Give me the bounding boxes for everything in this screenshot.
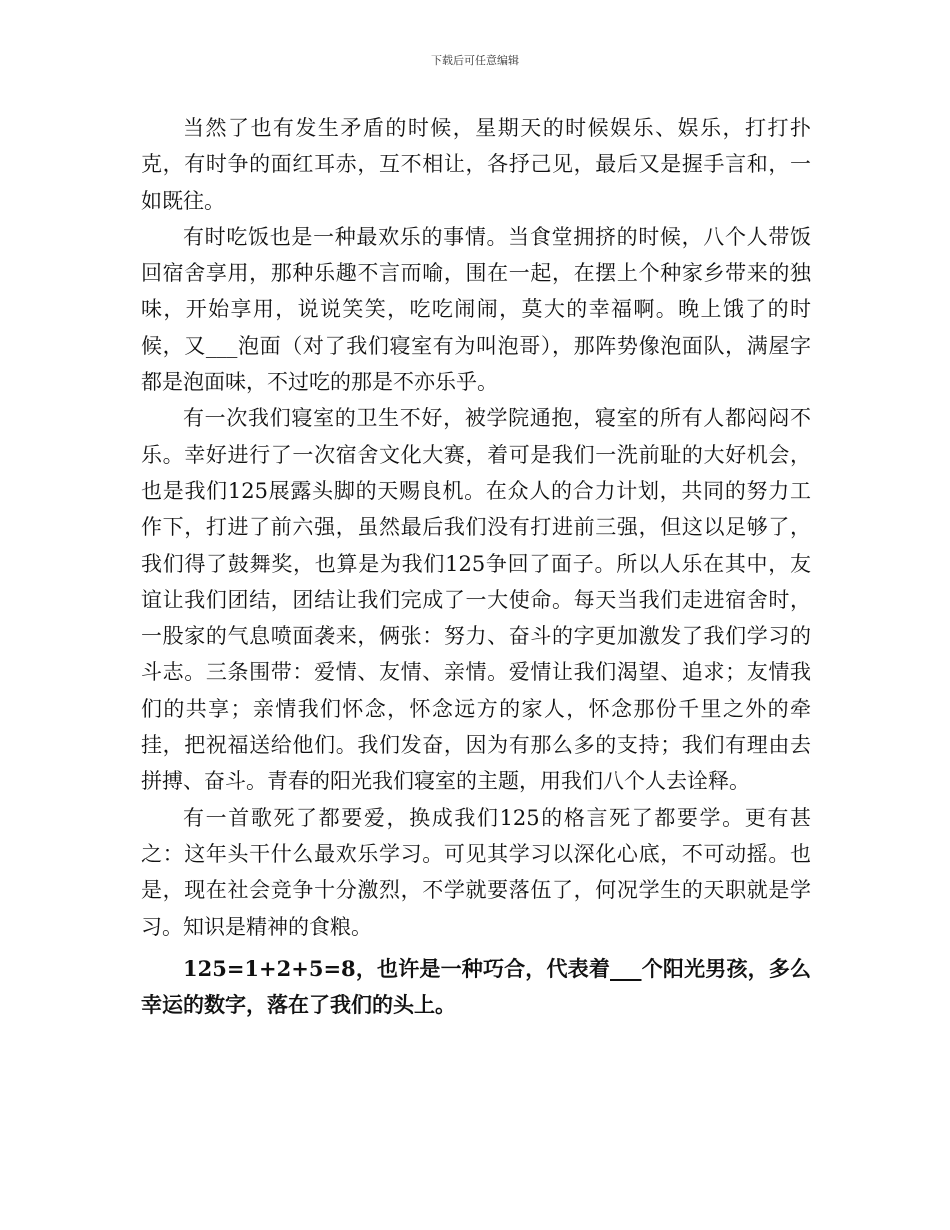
paragraph-5-bold: 125=1+2+5=8，也许是一种巧合，代表着___个阳光男孩，多么幸运的数字，落在了我们的头上。 xyxy=(141,955,811,1018)
paragraph-2: 有时吃饭也是一种最欢乐的事情。当食堂拥挤的时候，八个人带饭回宿舍享用，那种乐趣不言而喻，围在一起，在摆上个种家乡带来的独味，开始享用，说说笑笑，吃吃闹闹，莫大的幸福啊。晚上饿了的时候，又___泡面（对了我们寝室有为叫泡哥），那阵势像泡面队，满屋字都是泡面味，不过吃的那是不亦乐乎。 xyxy=(141,224,811,395)
document-body xyxy=(141,110,811,1023)
paragraph-4: 有一首歌死了都要爱，换成我们125的格言死了都要学。更有甚之：这年头干什么最欢乐学习。可见其学习以深化心底，不可动摇。也是，现在社会竞争十分激烈，不学就要落伍了，何况学生的天职就是学习。知识是精神的食粮。 xyxy=(141,805,811,939)
paragraph-3: 有一次我们寝室的卫生不好，被学院通抱，寝室的所有人都闷闷不乐。幸好进行了一次宿舍文化大赛，着可是我们一洗前耻的大好机会，也是我们125展露头脚的天赐良机。在众人的合力计划，共同的努力工作下，打进了前六强，虽然最后我们没有打进前三强，但这以足够了，我们得了鼓舞奖，也算是为我们125争回了面子。所以人乐在其中，友谊让我们团结，团结让我们完成了一大使命。每天当我们走进宿舍时，一股家的气息喷面袭来，俩张：努力、奋斗的字更加激发了我们学习的斗志。三条围带：爱情、友情、亲情。爱情让我们渴望、追求；友情我们的共享；亲情我们怀念，怀念远方的家人，怀念那份千里之外的牵挂，把祝福送给他们。我们发奋，因为有那么多的支持；我们有理由去拼搏、奋斗。青春的阳光我们寝室的主题，用我们八个人去诠释。 xyxy=(141,406,811,794)
paragraph-1: 当然了也有发生矛盾的时候，星期天的时候娱乐、娱乐，打打扑克，有时争的面红耳赤，互不相让，各抒己见，最后又是握手言和，一如既往。 xyxy=(141,116,811,213)
page-header: 下载后可任意编辑 xyxy=(431,54,519,67)
